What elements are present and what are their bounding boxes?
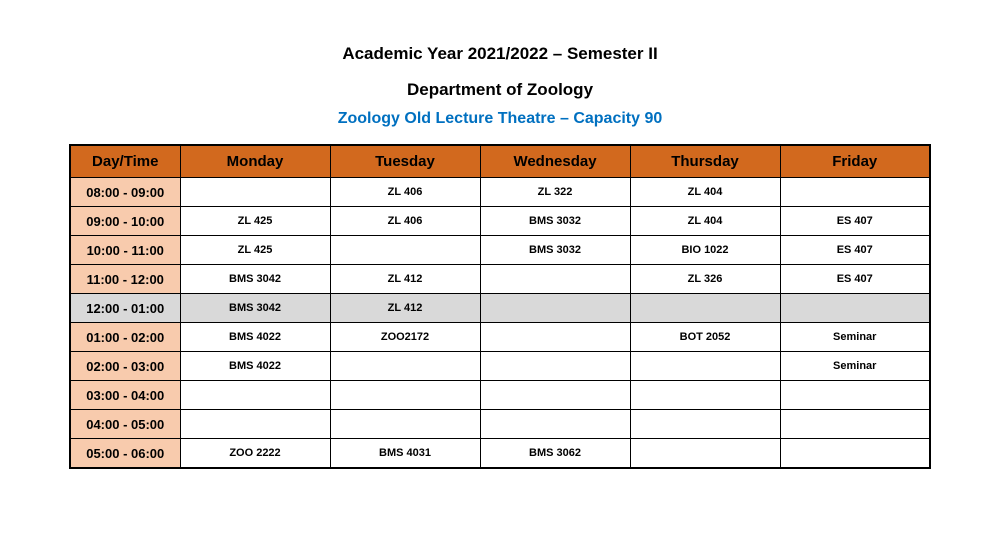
department-title: Department of Zoology (406, 80, 594, 99)
course-cell: ZL 425 (180, 207, 330, 236)
course-cell (180, 178, 330, 207)
course-cell (630, 294, 780, 323)
header-cell-monday: Monday (180, 145, 330, 178)
course-cell (330, 236, 480, 265)
course-cell (480, 265, 630, 294)
academic-year-title: Academic Year 2021/2022 – Semester II (342, 44, 658, 63)
course-cell: BMS 4031 (330, 439, 480, 469)
time-cell: 12:00 - 01:00 (70, 294, 180, 323)
header-cell-thursday: Thursday (630, 145, 780, 178)
course-cell (480, 352, 630, 381)
course-cell: ES 407 (780, 265, 930, 294)
course-cell (780, 410, 930, 439)
time-cell: 08:00 - 09:00 (70, 178, 180, 207)
timetable-row (70, 323, 930, 352)
course-cell (330, 381, 480, 410)
course-cell: ZOO 2222 (180, 439, 330, 469)
course-cell: ZL 322 (480, 178, 630, 207)
timetable-row (70, 236, 930, 265)
header-cell-day-time: Day/Time (70, 145, 180, 178)
course-cell: ES 407 (780, 207, 930, 236)
course-cell (780, 178, 930, 207)
time-cell: 04:00 - 05:00 (70, 410, 180, 439)
course-cell (330, 410, 480, 439)
time-cell: 01:00 - 02:00 (70, 323, 180, 352)
course-cell (180, 381, 330, 410)
course-cell: ZL 412 (330, 265, 480, 294)
course-cell (630, 439, 780, 469)
course-cell: ZL 412 (330, 294, 480, 323)
header-row (70, 145, 930, 178)
course-cell: ZL 404 (630, 178, 780, 207)
course-cell: BOT 2052 (630, 323, 780, 352)
time-cell: 02:00 - 03:00 (70, 352, 180, 381)
course-cell: BMS 3032 (480, 207, 630, 236)
header-cell-tuesday: Tuesday (330, 145, 480, 178)
timetable (69, 144, 931, 469)
course-cell (480, 294, 630, 323)
course-cell: ZL 425 (180, 236, 330, 265)
course-cell (480, 323, 630, 352)
time-cell: 05:00 - 06:00 (70, 439, 180, 469)
course-cell: ZL 406 (330, 207, 480, 236)
timetable-body (70, 178, 930, 469)
timetable-row (70, 265, 930, 294)
course-cell (780, 381, 930, 410)
course-cell (630, 410, 780, 439)
course-cell: BMS 3042 (180, 294, 330, 323)
course-cell: ZL 406 (330, 178, 480, 207)
course-cell (330, 352, 480, 381)
course-cell: ES 407 (780, 236, 930, 265)
course-cell: Seminar (780, 352, 930, 381)
timetable-row (70, 207, 930, 236)
course-cell (480, 381, 630, 410)
course-cell: ZL 404 (630, 207, 780, 236)
timetable-row (70, 178, 930, 207)
document-header (0, 44, 1000, 128)
course-cell (180, 410, 330, 439)
course-cell (780, 294, 930, 323)
course-cell: ZOO2172 (330, 323, 480, 352)
course-cell: ZL 326 (630, 265, 780, 294)
time-cell: 03:00 - 04:00 (70, 381, 180, 410)
timetable-row (70, 439, 930, 469)
time-cell: 09:00 - 10:00 (70, 207, 180, 236)
timetable-row (70, 410, 930, 439)
course-cell (630, 352, 780, 381)
course-cell: BIO 1022 (630, 236, 780, 265)
time-cell: 10:00 - 11:00 (70, 236, 180, 265)
course-cell: BMS 4022 (180, 323, 330, 352)
venue-capacity-title: Zoology Old Lecture Theatre – Capacity 90 (337, 110, 663, 127)
course-cell (780, 439, 930, 469)
header-cell-friday: Friday (780, 145, 930, 178)
course-cell: Seminar (780, 323, 930, 352)
course-cell (630, 381, 780, 410)
course-cell: BMS 3032 (480, 236, 630, 265)
header-cell-wednesday: Wednesday (480, 145, 630, 178)
time-cell: 11:00 - 12:00 (70, 265, 180, 294)
course-cell (480, 410, 630, 439)
course-cell: BMS 3062 (480, 439, 630, 469)
timetable-row (70, 294, 930, 323)
course-cell: BMS 3042 (180, 265, 330, 294)
timetable-row (70, 381, 930, 410)
course-cell: BMS 4022 (180, 352, 330, 381)
timetable-row (70, 352, 930, 381)
